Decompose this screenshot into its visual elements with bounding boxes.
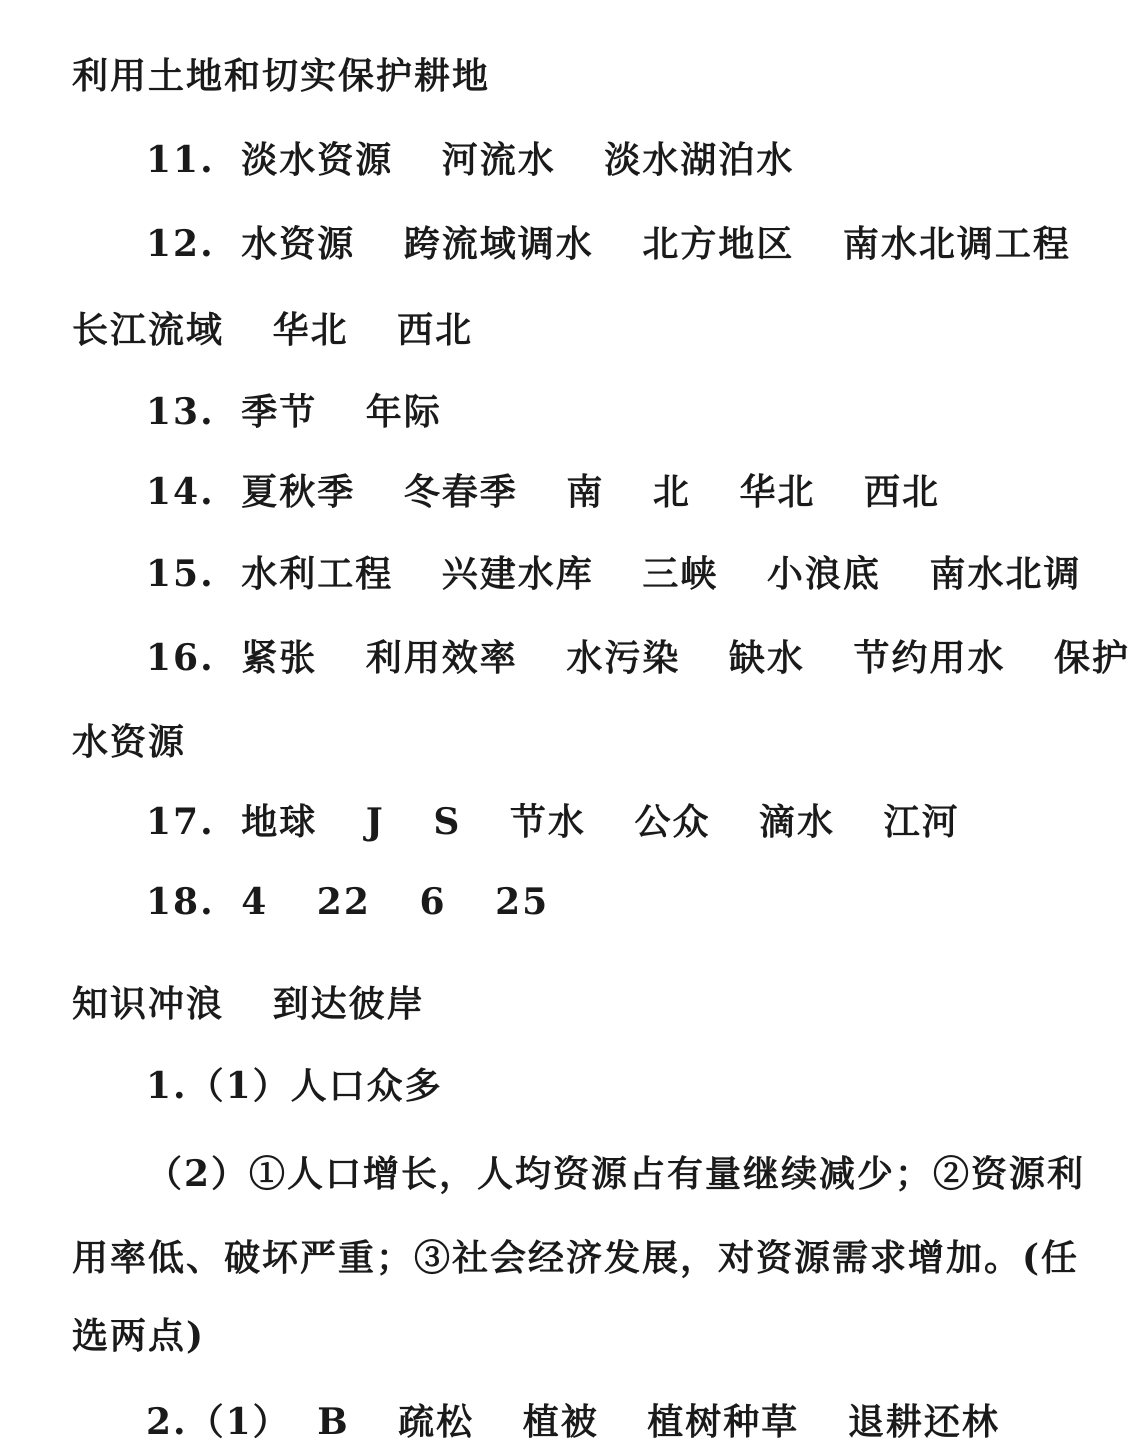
answer-text: 用率低、破坏严重；③社会经济发展，对资源需求增加。(任 [72, 1237, 1080, 1279]
answer-line-continuation [72, 54, 490, 98]
answer-number: 16. [146, 637, 215, 679]
answer-item: 利用效率 [365, 637, 518, 679]
answer-text: 利用土地和切实保护耕地 [72, 55, 491, 97]
answer-number: 2.（1） [146, 1401, 291, 1443]
answer-item: 疏松 [398, 1401, 475, 1443]
section-heading [72, 982, 425, 1026]
section-subtitle: 到达彼岸 [272, 983, 425, 1025]
answer-16 [146, 636, 1130, 680]
answer-item: 兴建水库 [441, 553, 594, 595]
answer-item: 江河 [883, 801, 960, 843]
answer-number: 18. [146, 881, 215, 923]
answer-item: 水污染 [566, 637, 681, 679]
answer-text: （2）①人口增长，人均资源占有量继续减少；②资源利 [146, 1153, 1086, 1195]
answer-item: 滴水 [759, 801, 836, 843]
answer-item: 公众 [634, 801, 711, 843]
answer-item: 水利工程 [241, 553, 394, 595]
answer-item: 年际 [365, 391, 442, 433]
answer-item: 6 [419, 881, 447, 923]
answer-item: 植树种草 [647, 1401, 800, 1443]
answer-item: 河流水 [441, 139, 556, 181]
answer-item: 节约用水 [853, 637, 1006, 679]
answer-item: 节水 [509, 801, 586, 843]
answer-number: 15. [146, 553, 215, 595]
answer-text: 1.（1）人口众多 [146, 1065, 443, 1107]
answer-item: 淡水湖泊水 [604, 139, 795, 181]
answer-18 [146, 880, 549, 924]
answer-16-continuation [72, 720, 186, 764]
answer-item: 西北 [397, 309, 474, 351]
answer-12 [146, 222, 1071, 266]
answer-item: 北 [652, 471, 691, 513]
answer-12-continuation [72, 308, 473, 352]
answer-item: 长江流域 [72, 309, 225, 351]
answer-item: 华北 [272, 309, 349, 351]
answer-text: 水资源 [72, 721, 187, 763]
answer-item: 小浪底 [766, 553, 881, 595]
answer-item: 南水北调 [929, 553, 1082, 595]
answer-item: 植被 [522, 1401, 599, 1443]
answer-number: 14. [146, 471, 215, 513]
answer-item: 淡水资源 [241, 139, 394, 181]
answer-15 [146, 552, 1081, 596]
answer-item: 华北 [739, 471, 816, 513]
answer-text: 选两点) [72, 1315, 206, 1357]
answer-item: B [317, 1401, 350, 1443]
answer-q2-part1 [146, 1400, 1000, 1444]
answer-item: 保护 [1054, 637, 1130, 679]
answer-number: 12. [146, 223, 215, 265]
answer-item: 水资源 [241, 223, 356, 265]
answer-item: 22 [316, 881, 371, 923]
answer-item: 北方地区 [642, 223, 795, 265]
answer-number: 13. [146, 391, 215, 433]
answer-item: 4 [241, 881, 269, 923]
answer-q1-part2-continuation [72, 1236, 1079, 1280]
section-title: 知识冲浪 [72, 983, 225, 1025]
answer-number: 17. [146, 801, 215, 843]
answer-13 [146, 390, 442, 434]
answer-item: 紧张 [241, 637, 318, 679]
answer-item: S [433, 801, 462, 843]
answer-number: 11. [146, 139, 215, 181]
answer-item: 南水北调工程 [842, 223, 1071, 265]
answer-14 [146, 470, 940, 514]
answer-item: 三峡 [642, 553, 719, 595]
answer-item: 退耕还林 [847, 1401, 1000, 1443]
answer-q1-part1 [146, 1064, 443, 1108]
answer-11 [146, 138, 794, 182]
answer-item: 冬春季 [403, 471, 518, 513]
answer-17 [146, 800, 960, 844]
answer-item: 25 [495, 881, 550, 923]
answer-item: 季节 [241, 391, 318, 433]
answer-item: J [365, 801, 385, 843]
answer-q1-part2-continuation-2 [72, 1314, 205, 1358]
answer-item: 夏秋季 [241, 471, 356, 513]
answer-item: 缺水 [728, 637, 805, 679]
answer-q1-part2 [146, 1152, 1085, 1196]
answer-item: 南 [566, 471, 605, 513]
answer-item: 跨流域调水 [403, 223, 594, 265]
answer-item: 西北 [864, 471, 941, 513]
answer-item: 地球 [241, 801, 318, 843]
